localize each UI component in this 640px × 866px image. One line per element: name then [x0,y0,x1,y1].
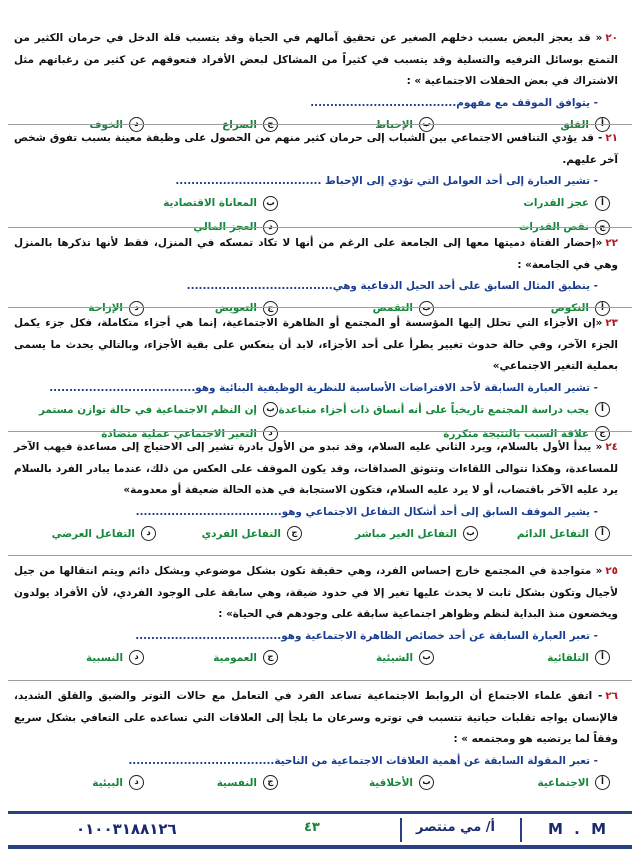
option-d[interactable]: د التفاعل العرضي [52,523,156,545]
question-number: ٢٢ [605,237,618,249]
option-d[interactable]: د التغير الاجتماعي عملية متضادة [101,423,278,445]
option-d[interactable]: د الإزاحة [88,297,144,319]
question-24 [8,437,632,547]
option-marker: ج [263,775,278,790]
question-20 [8,28,632,138]
option-marker: ب [419,117,434,132]
question-prompt: - يشير الموقف السابق إلى أحد أشكال التفاعل الاجتماعي وهو..................................... [135,505,598,518]
option-c[interactable]: ج نقص القدرات [519,216,610,238]
option-marker: د [129,650,144,665]
option-c[interactable]: ج التفاعل الفردي [202,523,302,545]
option-b[interactable]: ب التفاعل الغير مباشر [355,523,478,545]
page-number: ٤٣ [304,820,320,835]
question-26 [8,686,632,796]
option-b[interactable]: ب الأخلاقية [369,772,434,794]
options-row [8,192,632,216]
divider [8,555,632,556]
option-c[interactable]: ج النفسية [217,772,278,794]
option-marker: ج [263,117,278,132]
option-a[interactable]: أ القلق [560,114,610,136]
option-marker: أ [595,526,610,541]
option-marker: أ [595,402,610,417]
question-prompt: - يتوافق الموقف مع مفهوم..................................... [310,96,598,109]
option-c[interactable]: ج الصراع [222,114,278,136]
option-marker: ب [263,196,278,211]
phone-number: ٠١٠٠٣١٨٨١٢٦ [76,820,177,838]
options-row [8,523,632,547]
question-stem: ٢٢«إحضار الفتاة دميتها معها إلى الجامعة على الرغم من أنها لا تكاد تمسكه في المنزل، فقط لأنها تذكرها بالمنزل وهي في الجامعة» : [14,237,618,271]
option-marker: ب [419,775,434,790]
option-marker: ب [463,526,478,541]
question-number: ٢١ [605,132,618,144]
option-marker: ج [287,526,302,541]
option-d[interactable]: د البيئية [92,772,144,794]
question-stem: ٢٣«إن الأجزاء التي تحلل إليها المؤسسة أو المجتمع أو الظاهرة الاجتماعية، إنما هي أجزاء متكاملة، فكل جزء يكمل الجزء الآخر، وفي حالة حدوث تغيير يطرأ على أحد الأجزاء، لابد أن ينعكس على بقية الأجزاء، وبالتالي يحدث ما يسمى بعملية التغير الاجتماعي» [14,317,618,372]
divider [8,227,632,228]
question-prompt: - تعبر المقولة السابقة عن أهمية العلاقات الاجتماعية من الناحية..................................... [128,754,598,767]
option-a[interactable]: أ الاجتماعية [537,772,610,794]
question-number: ٢٠ [605,32,618,44]
option-d[interactable]: د النسبية [86,647,144,669]
option-marker: ب [263,402,278,417]
question-number: ٢٦ [605,690,618,702]
option-marker: ج [595,426,610,441]
options-row [8,399,632,423]
question-stem: ٢٠« قد يعجز البعض بسبب دخلهم الصغير عن تحقيق آمالهم في الحياة وقد يتسبب قلة الدخل في حرمان الكثير من التمتع بوسائل الترفيه والتسلية وقد يتسبب في كثيراً من المشاكل لبعض الأفراد فتعوقهم عن كثير من رغباتهم مثل الاشتراك في بعض الحفلات الاجتماعية » : [14,32,618,87]
question-25 [8,561,632,671]
question-stem: ٢٦- اتفق علماء الاجتماع أن الروابط الاجتماعية تساعد الفرد في التعامل مع حالات التوتر والضيق والقلق الشديد، فالإنسان يواجه تقلبات حياتية تتسبب في توتره وسرعان ما يلجأ إلى العلاقات التي تساعده على التعافي بشكل سريع وفقاً لما يرتضيه هو ومجتمعه » : [14,690,618,745]
option-marker: أ [595,650,610,665]
option-marker: أ [595,117,610,132]
divider [8,431,632,432]
question-number: ٢٤ [605,441,618,453]
author-initials: M . M [548,820,609,838]
divider [8,307,632,308]
question-stem: ٢٥« متواجدة في المجتمع خارج إحساس الفرد، وهي حقيقة تكون بشكل موضوعي وبشكل دائم ويتم انتقالها من جيل لأجيال وتكون بشكل ثابت لا يحدث عليها تغير إلا في حدود ضيقة، وهي سابقة على الوجود الفردي، لأن الأفراد يولدون ويخضعون منذ البداية لنظم وظواهر اجتماعية سابقة على وجودهم في الحياة» : [14,565,618,620]
question-number: ٢٣ [605,317,618,329]
question-21 [8,128,632,240]
option-marker: أ [595,301,610,316]
option-marker: ب [419,301,434,316]
option-marker: د [129,117,144,132]
option-c[interactable]: ج التعويض [215,297,278,319]
option-a[interactable]: أ عجز القدرات [523,192,610,214]
option-b[interactable]: ب المعاناة الاقتصادية [163,192,278,214]
option-b[interactable]: ب إن النظم الاجتماعية في حالة توازن مستمر [39,399,278,421]
footer-separator [400,818,402,842]
options-row [8,772,632,796]
option-a[interactable]: أ يجب دراسة المجتمع تاريخياً على أنه أنساق ذات أجزاء متباعدة [278,399,610,421]
option-a[interactable]: أ التفاعل الدائم [517,523,610,545]
question-prompt: - تعبر العبارة السابقة عن أحد خصائص الظاهرة الاجتماعية وهو..................................... [135,629,598,642]
author-name: أ/ مي منتصر [416,820,496,835]
option-b[interactable]: ب الشيئية [376,647,434,669]
option-marker: د [141,526,156,541]
question-prompt: - تشير العبارة السابقة لأحد الافتراضات الأساسية للنظرية الوظيفية البنائية وهو..................................... [49,381,598,394]
question-number: ٢٥ [605,565,618,577]
question-23 [8,313,632,447]
question-prompt: - ينطبق المثال السابق على أحد الحيل الدفاعية وهي..................................... [186,280,598,292]
option-marker: د [263,220,278,235]
option-marker: أ [595,196,610,211]
option-marker: د [263,426,278,441]
footer-separator [520,818,522,842]
option-marker: ب [419,650,434,665]
option-c[interactable]: ج العمومية [213,647,278,669]
option-d[interactable]: د العجز المالي [193,216,278,238]
options-row [8,647,632,671]
option-marker: د [129,775,144,790]
option-marker: ج [263,301,278,316]
question-stem: ٢٤« يبدأ الأول بالسلام، ويرد الثاني عليه السلام، وقد تبدو من الأول بادرة تشير إلى الاحتياج إلى مساعدة فيهب الآخر للمساعدة، وهكذا تتوالى اللقاءات وتتوثق الصداقات، وقد يكون الموقف على العكس من ذلك، عندما يبادر الفرد بالسلام يرد عليه الآخر باقتضاب، أو لا يرد عليه السلام، فتكون الاستجابة في هذه الحالة ضعيفة أو معدومة» [14,441,618,496]
option-marker: ج [595,220,610,235]
option-a[interactable]: أ التلقائية [547,647,610,669]
option-b[interactable]: ب الإحباط [375,114,434,136]
option-a[interactable]: أ النكوص [551,297,610,319]
option-marker: ج [263,650,278,665]
divider [8,124,632,125]
question-stem: ٢١- قد يؤدي التنافس الاجتماعي بين الشباب إلى حرمان كثير منهم من الحصول على وظيفة معينة بسبب تفوق شخص آخر عليهم. [14,132,618,166]
option-marker: د [129,301,144,316]
option-d[interactable]: د الخوف [89,114,144,136]
option-b[interactable]: ب التقمص [373,297,434,319]
page-footer [8,811,632,849]
divider [8,680,632,681]
option-marker: أ [595,775,610,790]
question-prompt: - تشير العبارة إلى أحد العوامل التي تؤدي إلى الإحباط ..................................... [175,175,598,187]
option-c[interactable]: ج علاقة السبب بالنتيجة متكررة [443,423,610,445]
